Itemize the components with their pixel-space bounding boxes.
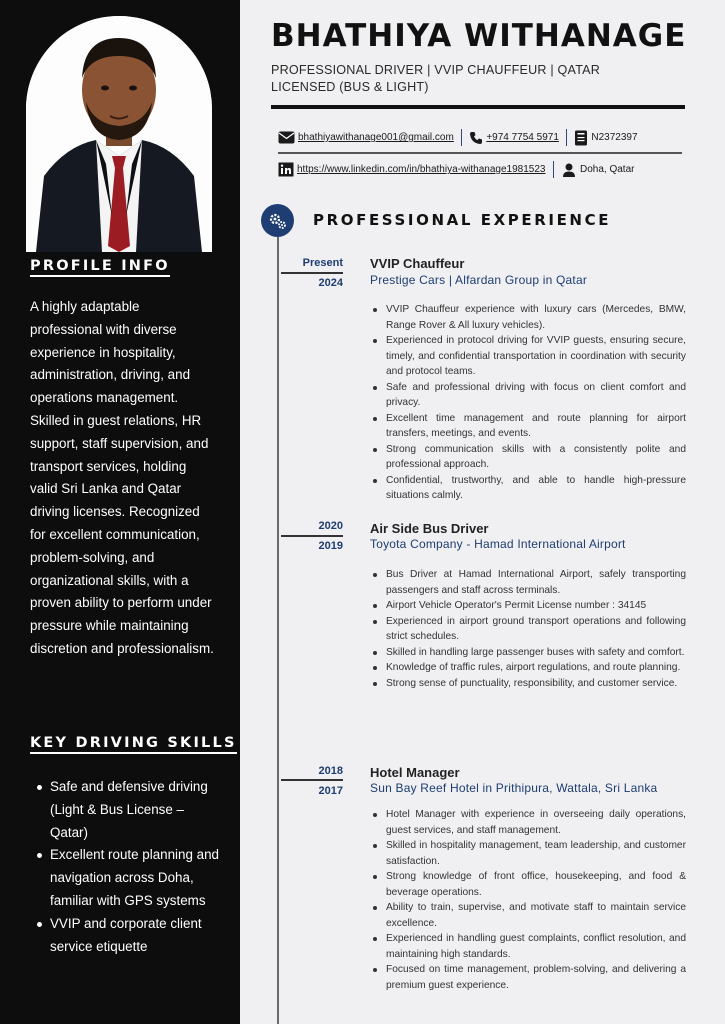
phone-contact[interactable] <box>469 131 559 145</box>
profile-photo <box>26 16 212 252</box>
skill-item: Safe and defensive driving (Light & Bus License – Qatar) <box>30 776 220 844</box>
job-date-end: 2020 <box>318 520 343 532</box>
job-bullets <box>371 567 686 691</box>
job-title: VVIP Chauffeur <box>370 256 465 271</box>
job-bullet: VVIP Chauffeur experience with luxury cars (Mercedes, BMW, Range Rover & All luxury vehicles). <box>371 302 686 333</box>
date-divider <box>281 779 343 781</box>
job-company: Prestige Cars | Alfardan Group in Qatar <box>370 273 588 287</box>
job-bullet: Experienced in handling guest complaints, conflict resolution, and maintaining high standards. <box>371 931 686 962</box>
job-date-start: 2019 <box>318 540 343 552</box>
linkedin-contact[interactable] <box>278 162 546 177</box>
job-bullet: Focused on time management, problem-solving, and delivering a premium guest experience. <box>371 962 686 993</box>
email-icon <box>278 131 295 144</box>
job-bullet: Hotel Manager with experience in overseeing daily operations, guest services, and staff management. <box>371 807 686 838</box>
job-bullet: Skilled in handling large passenger buses with safety and comfort. <box>371 645 686 661</box>
email-link[interactable]: bhathiyawithanage001@gmail.com <box>298 132 454 143</box>
job-bullet: Confidential, trustworthy, and able to handle high-pressure situations calmly. <box>371 473 686 504</box>
linkedin-link[interactable]: https://www.linkedin.com/in/bhathiya-withanage1981523 <box>297 164 546 175</box>
candidate-subtitle: PROFESSIONAL DRIVER | VVIP CHAUFFEUR | QATAR LICENSED (BUS & LIGHT) <box>271 63 601 94</box>
location-icon <box>561 162 577 178</box>
job-date-start: 2017 <box>318 785 343 797</box>
job-title: Hotel Manager <box>370 765 460 780</box>
contact-separator <box>566 129 568 146</box>
sidebar <box>0 0 240 1024</box>
job-bullet: Strong communication skills with a consistently polite and professional approach. <box>371 442 686 473</box>
date-divider <box>281 272 343 274</box>
job-bullet: Experienced in protocol driving for VVIP guests, ensuring secure, timely, and confidential transportation in coordination with security and protocol teams. <box>371 333 686 380</box>
job-bullets <box>371 302 686 504</box>
skills-heading: KEY DRIVING SKILLS <box>30 735 237 751</box>
header-divider <box>271 105 685 109</box>
date-divider <box>281 535 343 537</box>
skill-item: VVIP and corporate client service etiquette <box>30 913 220 959</box>
profile-summary: A highly adaptable professional with diverse experience in hospitality, administration, driving, and operations management. Skilled in guest relations, HR support, staff supervision, and transport services, holding valid Sri Lanka and Qatar driving licenses. Recognized for excellent communication, problem-solving, and organizational skills, with a proven ability to perform under pressure while maintaining discretion and professionalism. <box>30 299 214 656</box>
experience-heading: PROFESSIONAL EXPERIENCE <box>313 211 612 229</box>
job-date-start: 2024 <box>318 277 343 289</box>
contact-row-2 <box>278 161 634 178</box>
job-title: Air Side Bus Driver <box>370 521 489 536</box>
job-bullet: Ability to train, supervise, and motivate staff to maintain service excellence. <box>371 900 686 931</box>
candidate-name: BHATHIYA WITHANAGE <box>271 18 687 54</box>
job-bullet: Safe and professional driving with focus on client comfort and privacy. <box>371 380 686 411</box>
job-bullet: Excellent time management and route planning for airport transfers, meetings, and events. <box>371 411 686 442</box>
phone-link[interactable]: +974 7754 5971 <box>486 132 559 143</box>
job-bullet: Strong knowledge of front office, housekeeping, and food & beverage operations. <box>371 869 686 900</box>
job-company: Sun Bay Reef Hotel in Prithipura, Wattala, Sri Lanka <box>370 781 658 795</box>
contact-divider <box>278 152 682 154</box>
linkedin-icon <box>278 162 294 177</box>
job-date-end: 2018 <box>318 765 343 777</box>
skills-list <box>30 776 220 958</box>
email-contact[interactable] <box>278 131 454 144</box>
location-text: Doha, Qatar <box>580 164 635 175</box>
job-bullet: Airport Vehicle Operator's Permit License number : 34145 <box>371 598 686 614</box>
id-number: N2372397 <box>591 132 638 143</box>
job-bullets <box>371 807 686 993</box>
id-card-icon <box>574 130 588 146</box>
contact-separator <box>461 129 463 146</box>
phone-icon <box>469 131 483 145</box>
profile-heading: PROFILE INFO <box>30 258 170 274</box>
job-bullet: Skilled in hospitality management, team leadership, and customer satisfaction. <box>371 838 686 869</box>
job-bullet: Strong sense of punctuality, responsibility, and customer service. <box>371 676 686 692</box>
job-bullet: Bus Driver at Hamad International Airport, safely transporting passengers and staff across terminals. <box>371 567 686 598</box>
job-company: Toyota Company - Hamad International Airport <box>370 537 626 551</box>
contact-separator <box>553 161 555 178</box>
location-contact <box>561 162 634 178</box>
id-contact <box>574 130 637 146</box>
contact-row-1 <box>278 129 638 146</box>
experience-icon <box>261 204 294 237</box>
job-bullet: Experienced in airport ground transport operations and following strict schedules. <box>371 614 686 645</box>
skill-item: Excellent route planning and navigation across Doha, familiar with GPS systems <box>30 844 220 912</box>
timeline-line <box>277 237 279 1024</box>
job-bullet: Knowledge of traffic rules, airport regulations, and route planning. <box>371 660 686 676</box>
job-date-end: Present <box>302 257 343 269</box>
